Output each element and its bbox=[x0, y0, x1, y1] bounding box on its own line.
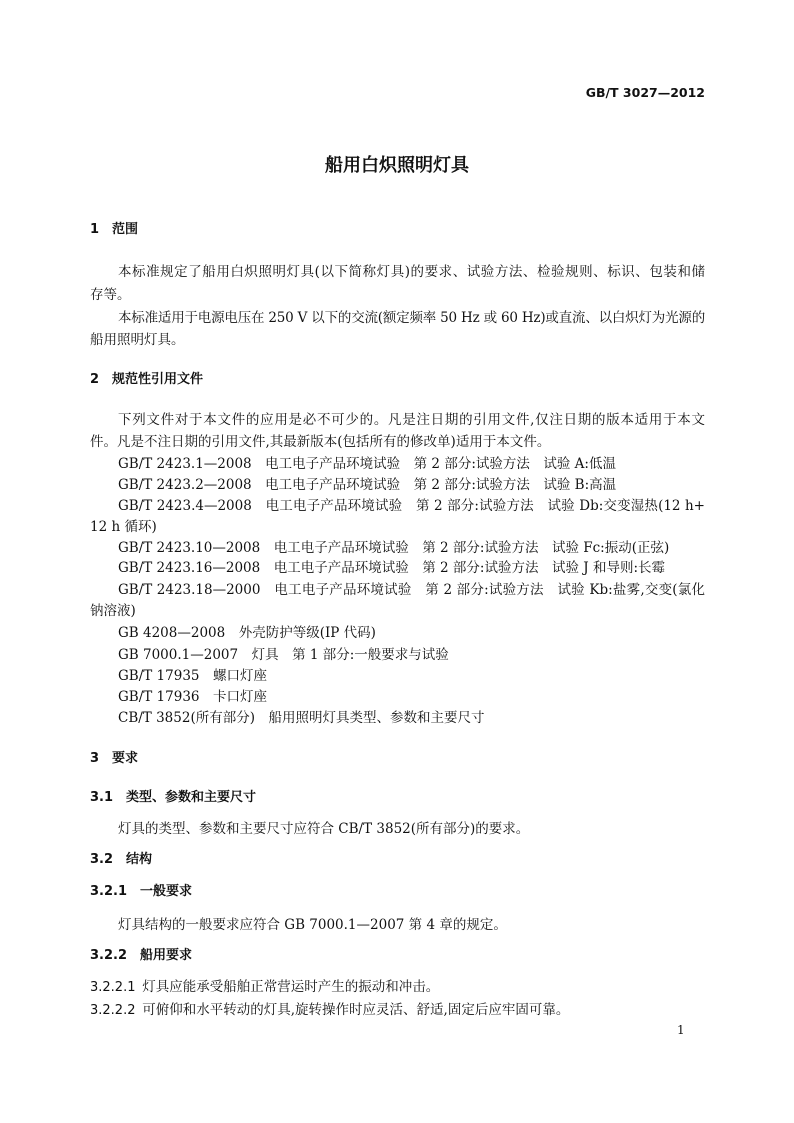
section-number: 3.2.1 bbox=[90, 884, 128, 899]
section-number: 3.2.2 bbox=[90, 948, 128, 963]
section-2-heading bbox=[90, 371, 203, 389]
section-title: 类型、参数和主要尺寸 bbox=[126, 790, 257, 805]
clause-text: 灯具应能承受船舶正常营运时产生的振动和冲击。 bbox=[142, 979, 440, 995]
section-number: 2 bbox=[90, 372, 100, 387]
section-number: 3 bbox=[90, 751, 100, 766]
reference-item: GB/T 2423.10—2008 电工电子产品环境试验 第 2 部分:试验方法 试验 Fc:振动(正弦) bbox=[118, 540, 670, 556]
page-number: 1 bbox=[677, 1023, 685, 1037]
paragraph-line: 下列文件对于本文件的应用是必不可少的。凡是注日期的引用文件,仅注日期的版本适用于本文 bbox=[118, 412, 705, 428]
reference-item: GB 7000.1—2007 灯具 第 1 部分:一般要求与试验 bbox=[118, 647, 449, 663]
reference-item: GB/T 17935 螺口灯座 bbox=[118, 668, 267, 684]
reference-item: GB/T 17936 卡口灯座 bbox=[118, 689, 267, 705]
section-3-2-2-heading bbox=[90, 947, 192, 965]
standard-number: GB/T 3027—2012 bbox=[585, 85, 705, 100]
reference-item: CB/T 3852(所有部分) 船用照明灯具类型、参数和主要尺寸 bbox=[118, 710, 485, 726]
clause-text: 可俯仰和水平转动的灯具,旋转操作时应灵活、舒适,固定后应牢固可靠。 bbox=[142, 1002, 570, 1018]
reference-item-cont: 钠溶液) bbox=[90, 603, 136, 619]
reference-item: GB/T 2423.2—2008 电工电子产品环境试验 第 2 部分:试验方法 试验 B:高温 bbox=[118, 477, 617, 493]
section-3-2-1-heading bbox=[90, 883, 192, 901]
document-title: 船用白炽照明灯具 bbox=[325, 155, 469, 176]
section-title: 要求 bbox=[112, 751, 139, 766]
section-number: 3.2 bbox=[90, 852, 114, 867]
paragraph: 灯具的类型、参数和主要尺寸应符合 CB/T 3852(所有部分)的要求。 bbox=[118, 821, 530, 837]
section-number: 1 bbox=[90, 222, 100, 237]
section-title: 范围 bbox=[112, 222, 139, 237]
section-3-2-heading bbox=[90, 851, 152, 869]
clause-number: 3.2.2.2 bbox=[90, 1003, 136, 1018]
section-title: 一般要求 bbox=[140, 884, 193, 899]
section-1-heading bbox=[90, 221, 138, 239]
reference-item: GB/T 2423.16—2008 电工电子产品环境试验 第 2 部分:试验方法 试验 J 和导则:长霉 bbox=[118, 560, 665, 576]
section-3-heading bbox=[90, 750, 138, 768]
paragraph-line: 存等。 bbox=[90, 287, 131, 303]
section-title: 规范性引用文件 bbox=[112, 372, 204, 387]
paragraph-line: 件。凡是不注日期的引用文件,其最新版本(包括所有的修改单)适用于本文件。 bbox=[90, 434, 551, 450]
section-title: 结构 bbox=[126, 852, 153, 867]
reference-item: GB/T 2423.4—2008 电工电子产品环境试验 第 2 部分:试验方法 试验 Db:交变湿热(12 h+ bbox=[118, 498, 705, 514]
section-3-1-heading bbox=[90, 789, 256, 807]
paragraph-line: 本标准规定了船用白炽照明灯具(以下简称灯具)的要求、试验方法、检验规则、标识、包装和储 bbox=[118, 264, 705, 280]
reference-item: GB 4208—2008 外壳防护等级(IP 代码) bbox=[118, 625, 376, 641]
paragraph-line: 本标准适用于电源电压在 250 V 以下的交流(额定频率 50 Hz 或 60 Hz)或直流、以白炽灯为光源的 bbox=[118, 310, 706, 326]
clause-3-2-2-1 bbox=[90, 978, 439, 997]
reference-item: GB/T 2423.18—2000 电工电子产品环境试验 第 2 部分:试验方法 试验 Kb:盐雾,交变(氯化 bbox=[118, 582, 705, 598]
section-number: 3.1 bbox=[90, 790, 114, 805]
paragraph-line: 船用照明灯具。 bbox=[90, 332, 185, 348]
clause-3-2-2-2 bbox=[90, 1001, 569, 1020]
paragraph: 灯具结构的一般要求应符合 GB 7000.1—2007 第 4 章的规定。 bbox=[118, 917, 507, 933]
section-title: 船用要求 bbox=[140, 948, 193, 963]
reference-item: GB/T 2423.1—2008 电工电子产品环境试验 第 2 部分:试验方法 试验 A:低温 bbox=[118, 456, 616, 472]
clause-number: 3.2.2.1 bbox=[90, 980, 136, 995]
reference-item-cont: 12 h 循环) bbox=[90, 519, 157, 535]
